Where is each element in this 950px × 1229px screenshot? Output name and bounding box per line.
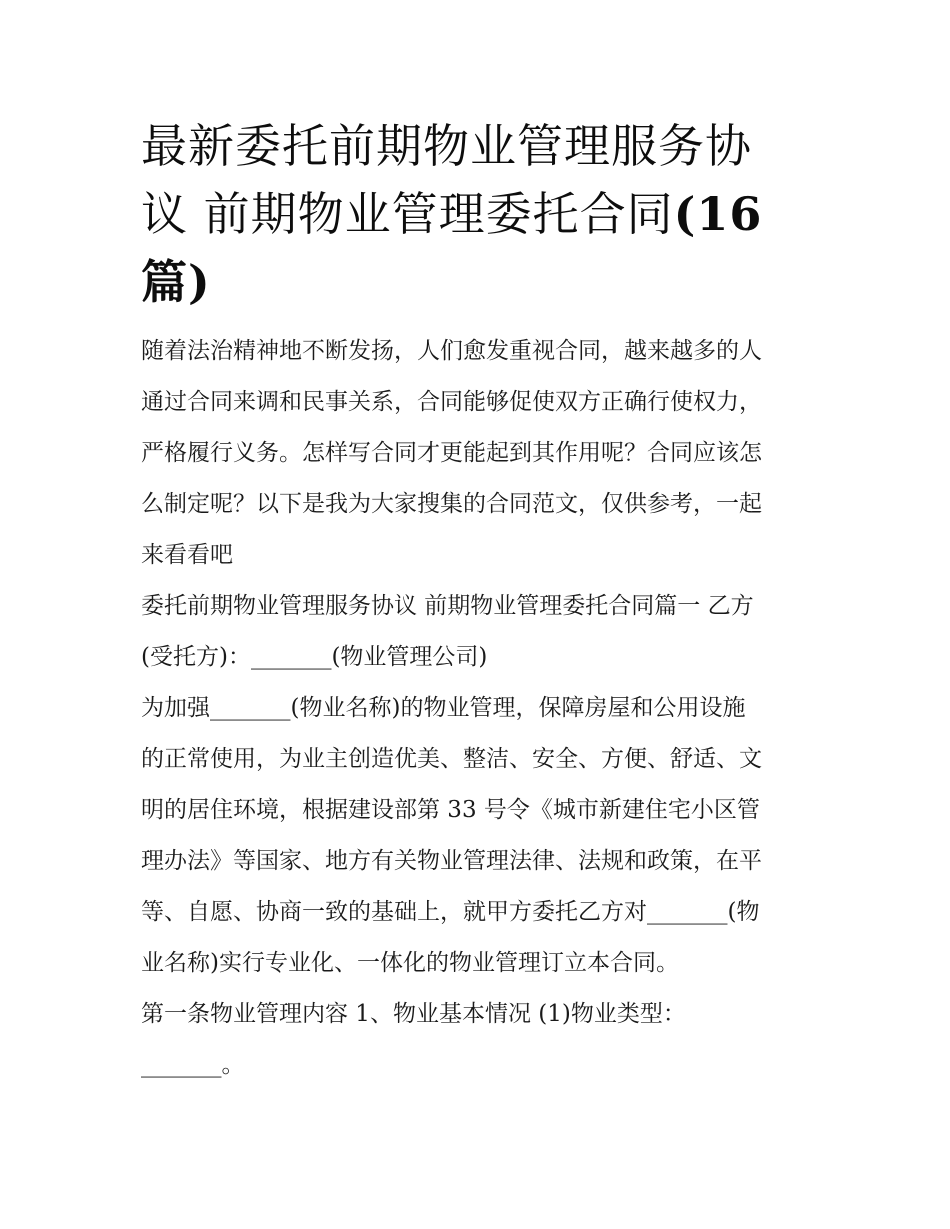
text-line: 么制定呢？以下是我为大家搜集的合同范文，仅供参考，一起	[141, 491, 762, 517]
text-line: 为加强_______(物业名称)的物业管理，保障房屋和公用设施	[141, 695, 746, 721]
text-line: 第一条物业管理内容 1、物业基本情况 (1)物业类型：	[141, 1001, 686, 1027]
document-content	[141, 112, 813, 1091]
text-line: (受托方)：_______(物业管理公司)	[141, 644, 488, 670]
title-line: 最新委托前期物业管理服务协	[141, 119, 752, 173]
text-line: 严格履行义务。怎样写合同才更能起到其作用呢？合同应该怎	[141, 440, 762, 466]
text-line: 理办法》等国家、地方有关物业管理法律、法规和政策，在平	[141, 848, 762, 874]
title-text: 议 前期物业管理委托合同	[141, 187, 674, 241]
text-line: 来看看吧	[141, 542, 233, 568]
text-line: 通过合同来调和民事关系，合同能够促使双方正确行使权力，	[141, 389, 762, 415]
contract-heading-paragraph	[141, 581, 813, 683]
text-line: 等、自愿、协商一致的基础上，就甲方委托乙方对_______(物	[141, 899, 760, 925]
intro-paragraph	[141, 326, 813, 581]
text-line: 的正常使用，为业主创造优美、整洁、安全、方便、舒适、文	[141, 746, 762, 772]
text-line: 业名称)实行专业化、一体化的物业管理订立本合同。	[141, 950, 679, 976]
title-line	[141, 180, 813, 248]
text-line: 明的居住环境，根据建设部第 33 号令《城市新建住宅小区管	[141, 797, 760, 823]
article-one-paragraph	[141, 989, 813, 1091]
text-line: _______。	[141, 1052, 245, 1078]
text-line: 随着法治精神地不断发扬，人们愈发重视合同，越来越多的人	[141, 338, 762, 364]
preamble-paragraph	[141, 683, 813, 989]
title-count: (16	[673, 187, 763, 241]
title-line: 篇)	[141, 255, 211, 309]
text-line: 委托前期物业管理服务协议 前期物业管理委托合同篇一 乙方	[141, 593, 754, 619]
document-title	[141, 112, 813, 316]
